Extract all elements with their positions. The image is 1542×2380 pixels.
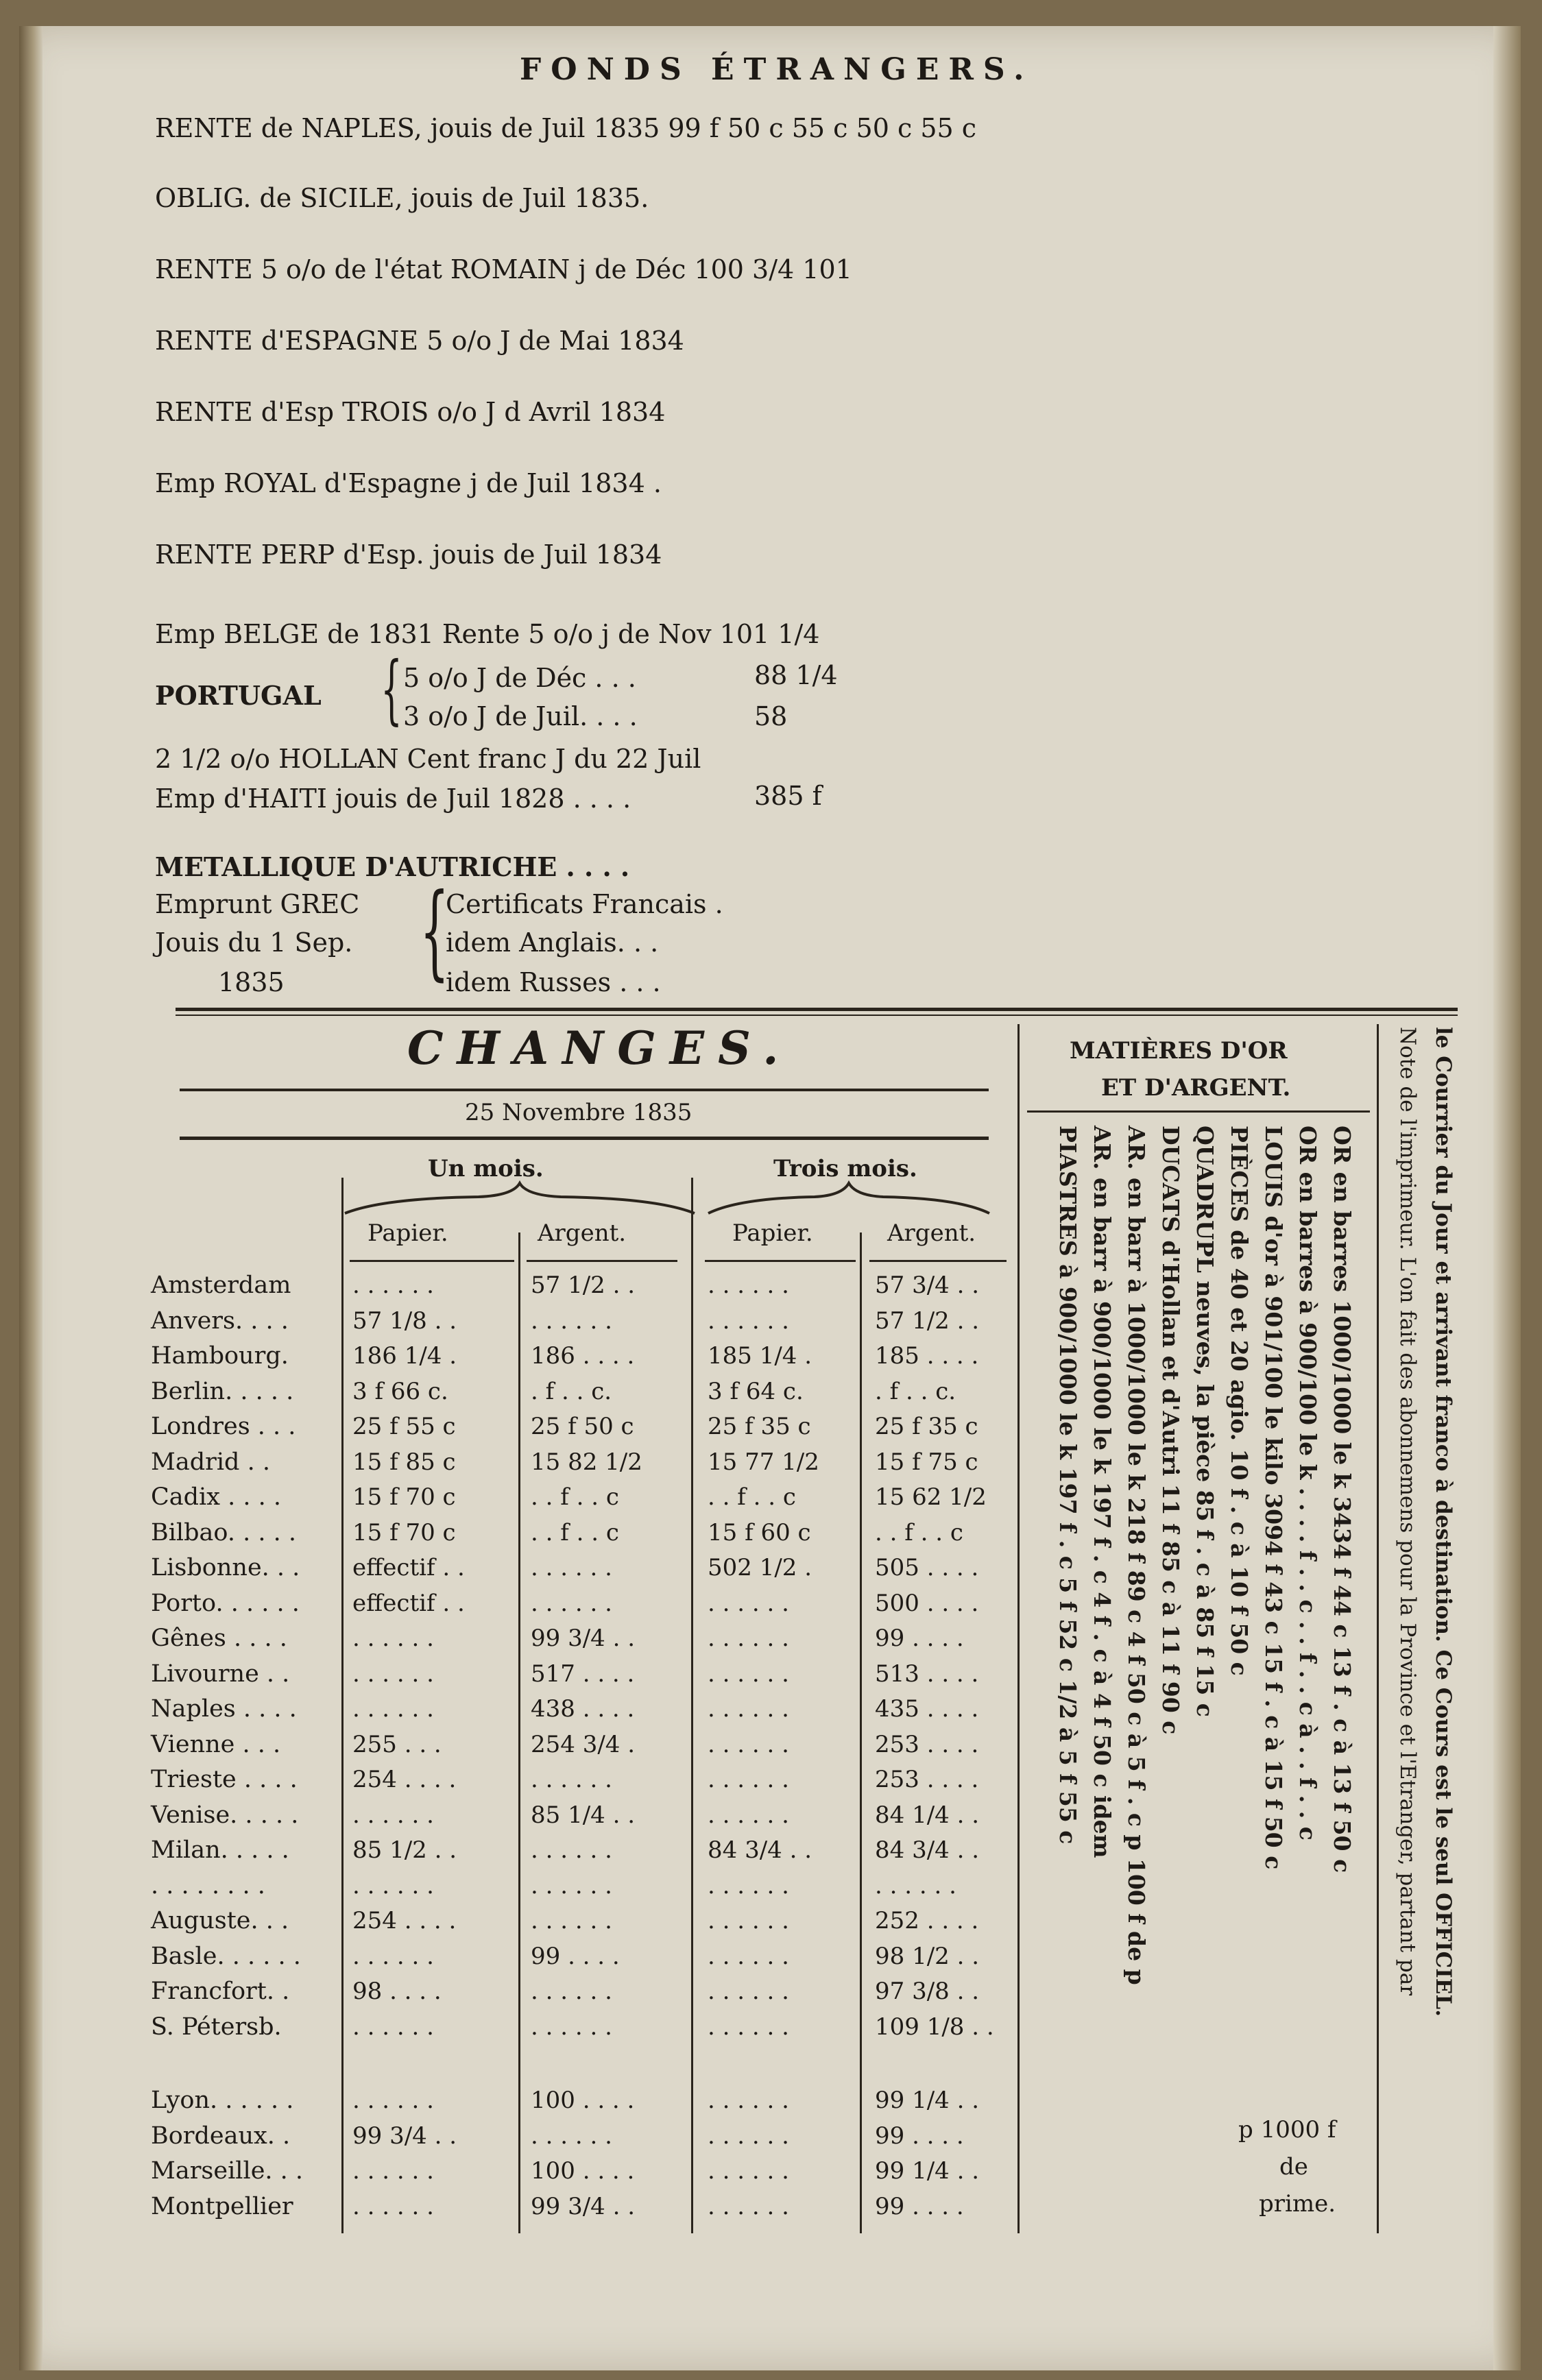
grec-right-3: idem Russes . . . [446,967,661,997]
changes-cell: . . . . . . [352,1625,434,1652]
changes-cell: effectif . . [352,1590,465,1617]
changes-cell: . . . . . . [352,2013,434,2041]
changes-cell: 25 f 50 c [531,1413,634,1440]
changes-cell: . . . . . . [708,1872,789,1899]
changes-cell: 57 3/4 . . [875,1272,980,1299]
changes-cell: 57 1/8 . . [352,1307,457,1335]
header-underline-2 [527,1260,677,1262]
changes-cell: 109 1/8 . . [875,2013,994,2041]
changes-cell: 84 3/4 . . [708,1836,812,1864]
changes-cell: 99 . . . . [531,1943,620,1970]
changes-city: Naples . . . . [151,1695,297,1723]
changes-cell: 84 3/4 . . [875,1836,980,1864]
changes-cell: 25 f 35 c [875,1413,978,1440]
changes-cell: . . . . . . [708,1766,789,1793]
header-argent-1: Argent. [538,1219,627,1247]
trois-mois-label: Trois mois. [773,1155,917,1182]
header-papier-2: Papier. [732,1219,813,1247]
changes-city: Montpellier [151,2193,293,2220]
changes-cell: . . . . . . [708,2193,789,2220]
portugal-line-1: 5 o/o J de Déc . . . [403,663,636,693]
changes-cell: . . . . . . [531,1872,612,1899]
changes-cell: . . f . . c [531,1483,619,1511]
changes-cell: . . . . . . [708,1590,789,1617]
changes-cell: 100 . . . . [531,2087,635,2114]
matieres-line-8: AR. en barr à 900/1000 le k 197 f . c 4 f . c à 4 f 50 c idem [1089,1126,1116,1858]
header-underline-1 [350,1260,514,1262]
section-rule-top [176,1008,1458,1011]
grec-left-2: Jouis du 1 Sep. [155,927,353,958]
changes-cell: 517 . . . . [531,1660,635,1688]
changes-cell: . . . . . . [708,2157,789,2185]
changes-city: Amsterdam [151,1272,291,1299]
prime-line-1: p 1000 f [1238,2116,1336,2144]
changes-cell: . . . . . . [352,1801,434,1829]
changes-cell: . . . . . . [708,1801,789,1829]
portugal-brace: { [381,645,402,733]
changes-cell: 3 f 66 c. [352,1378,448,1405]
matieres-right-divider [1377,1024,1379,2233]
changes-cell: 15 82 1/2 [531,1448,642,1476]
changes-date-rule [180,1137,989,1140]
changes-city: Londres . . . [151,1413,296,1440]
changes-cell: 185 1/4 . [708,1342,812,1370]
changes-city: Lisbonne. . . [151,1554,300,1581]
changes-city: Madrid . . [151,1448,270,1476]
matieres-line-3: LOUIS d'or à 901/100 le kilo 3094 f 43 c 15 f . c à 15 f 50 c [1260,1126,1287,1870]
section-rule-thin [176,1015,1458,1016]
changes-cell: . . . . . . [352,2193,434,2220]
changes-cell: 99 3/4 . . [352,2122,457,2150]
portugal-line-2: 3 o/o J de Juil. . . . [403,701,638,731]
grec-right-1: Certificats Francais . [446,889,723,919]
changes-cell: 502 1/2 . [708,1554,812,1581]
changes-city: Livourne . . [151,1660,290,1688]
changes-cell: . . . . . . [708,1625,789,1652]
trois-mois-brace [705,1178,993,1219]
changes-cell: 15 f 75 c [875,1448,978,1476]
portugal-value-1: 88 1/4 [754,660,838,690]
changes-cell: 99 3/4 . . [531,1625,636,1652]
fonds-line-belge: Emp BELGE de 1831 Rente 5 o/o j de Nov 101 1/4 [155,619,820,649]
grec-left-1: Emprunt GREC [155,889,360,919]
changes-city: . . . . . . . . [151,1872,265,1899]
changes-cell: 99 . . . . [875,1625,964,1652]
matieres-title-2: ET D'ARGENT. [1101,1074,1291,1102]
changes-cell: 500 . . . . [875,1590,979,1617]
changes-city: Trieste . . . . [151,1766,298,1793]
changes-cell: 186 . . . . [531,1342,635,1370]
changes-city: S. Pétersb. [151,2013,282,2041]
changes-cell: . . . . . . [352,1272,434,1299]
changes-cell: effectif . . [352,1554,465,1581]
changes-cell: 253 . . . . [875,1766,979,1793]
changes-cell: 254 . . . . [352,1907,457,1934]
changes-cell: . . . . . . [352,2157,434,2185]
changes-cell: . . . . . . [352,1695,434,1723]
page-edge [1493,26,1521,2370]
changes-cell: . . . . . . [531,2122,612,2150]
fonds-line-haiti: Emp d'HAITI jouis de Juil 1828 . . . . [155,784,631,814]
changes-cell: 99 1/4 . . [875,2157,980,2185]
changes-cell: 15 f 85 c [352,1448,456,1476]
changes-city: Bordeaux. . [151,2122,291,2150]
changes-cell: 85 1/2 . . [352,1836,457,1864]
page-binding [19,26,43,2370]
changes-cell: 438 . . . . [531,1695,635,1723]
fonds-line-hollan: 2 1/2 o/o HOLLAN Cent franc J du 22 Juil [155,744,701,774]
fonds-line-esp-trois: RENTE d'Esp TROIS o/o J d Avril 1834 [155,397,666,427]
document-page [19,26,1521,2370]
changes-cell: 254 . . . . [352,1766,457,1793]
changes-cell: . . . . . . [708,1943,789,1970]
changes-city: Milan. . . . . [151,1836,289,1864]
matieres-title-1: MATIÈRES D'OR [1070,1037,1288,1065]
changes-cell: . . . . . . [708,1978,789,2005]
changes-city: Berlin. . . . . [151,1378,294,1405]
fonds-heading: FONDS ÉTRANGERS. [520,52,1034,87]
matieres-line-9: PIASTRES à 900/1000 le k 197 f . c 5 f 52 c 1/2 à 5 f 55 c [1055,1126,1081,1845]
matieres-line-2: OR en barres à 900/100 le k . . . . f . . c . . f . . c à . . f . . c [1294,1126,1321,1841]
sidenote-line-1: Note de l'imprimeur. L'on fait des abonnemens pour la Province et l'Etranger, partant par [1395,1027,1420,1996]
changes-cell: . . . . . . [708,1660,789,1688]
fonds-line-perp: RENTE PERP d'Esp. jouis de Juil 1834 [155,539,662,570]
changes-cell: 15 62 1/2 [875,1483,987,1511]
changes-date: 25 Novembre 1835 [465,1099,692,1126]
changes-cell: . f . . c. [875,1378,956,1405]
changes-cell: 254 3/4 . [531,1731,636,1758]
col-divider-1 [341,1178,344,2233]
changes-city: Lyon. . . . . . [151,2087,294,2114]
fonds-line-metallique: METALLIQUE D'AUTRICHE . . . . [155,851,630,882]
matieres-line-7: AR. en barr à 1000/1000 le k 218 f 89 c 4 f 50 c à 5 f . c p 100 f de p [1123,1126,1150,1985]
changes-cell: 15 f 60 c [708,1519,811,1546]
changes-cell: 186 1/4 . [352,1342,457,1370]
col-divider-2 [518,1232,520,2233]
changes-cell: 100 . . . . [531,2157,635,2185]
changes-city: Marseille. . . [151,2157,304,2185]
changes-city: Auguste. . . [151,1907,289,1934]
portugal-label: PORTUGAL [155,680,322,711]
un-mois-label: Un mois. [428,1155,544,1182]
changes-cell: . . . . . . [531,1907,612,1934]
changes-cell: . . . . . . [708,1731,789,1758]
changes-cell: . . . . . . [708,1272,789,1299]
changes-cell: 84 1/4 . . [875,1801,980,1829]
changes-cell: . . f . . c [531,1519,619,1546]
matieres-line-6: DUCATS d'Hollan et d'Autri 11 f 85 c à 11 f 90 c [1157,1126,1184,1735]
matieres-line-4: PIÈCES de 40 et 20 agio. 10 f . c à 10 f 50 c [1226,1126,1253,1676]
changes-cell: 99 . . . . [875,2193,964,2220]
changes-cell: 85 1/4 . . [531,1801,636,1829]
changes-cell: 98 1/2 . . [875,1943,980,1970]
changes-cell: . f . . c. [531,1378,612,1405]
matieres-left-divider [1017,1024,1020,2233]
header-underline-3 [705,1260,856,1262]
changes-cell: . . . . . . [352,2087,434,2114]
changes-city: Gênes . . . . [151,1625,287,1652]
changes-cell: . . . . . . [708,2013,789,2041]
changes-city: Cadix . . . . [151,1483,281,1511]
fonds-line-naples: RENTE de NAPLES, jouis de Juil 1835 99 f 50 c 55 c 50 c 55 c [155,113,977,143]
changes-cell: 98 . . . . [352,1978,442,2005]
changes-cell: . . . . . . [708,2122,789,2150]
changes-cell: . . . . . . [352,1660,434,1688]
un-mois-brace [341,1178,698,1219]
changes-cell: . . f . . c [708,1483,796,1511]
prime-line-3: prime. [1259,2190,1336,2218]
changes-city: Francfort. . [151,1978,290,2005]
changes-cell: 57 1/2 . . [875,1307,980,1335]
changes-city: Vienne . . . [151,1731,281,1758]
changes-cell: . . f . . c [875,1519,963,1546]
changes-cell: 3 f 64 c. [708,1378,804,1405]
changes-cell: . . . . . . [531,1836,612,1864]
col-divider-4 [860,1232,862,2233]
changes-city: Basle. . . . . . [151,1943,301,1970]
changes-cell: . . . . . . [531,1554,612,1581]
header-argent-2: Argent. [887,1219,976,1247]
changes-cell: 252 . . . . [875,1907,979,1934]
changes-cell: 25 f 55 c [352,1413,456,1440]
changes-cell: 255 . . . [352,1731,442,1758]
changes-city: Anvers. . . . [151,1307,289,1335]
changes-city: Hambourg. [151,1342,289,1370]
changes-cell: 185 . . . . [875,1342,979,1370]
changes-cell: 57 1/2 . . [531,1272,636,1299]
portugal-value-2: 58 [754,701,788,731]
changes-cell: 99 . . . . [875,2122,964,2150]
grec-right-2: idem Anglais. . . [446,927,659,958]
changes-cell: 253 . . . . [875,1731,979,1758]
changes-cell: . . . . . . [708,1307,789,1335]
changes-cell: . . . . . . [708,2087,789,2114]
prime-line-2: de [1279,2153,1308,2181]
grec-brace: { [420,872,450,991]
changes-cell: . . . . . . [531,2013,612,2041]
changes-cell: . . . . . . [708,1907,789,1934]
changes-title-rule [180,1089,989,1091]
fonds-haiti-value: 385 f [754,781,822,811]
fonds-line-sicile: OBLIG. de SICILE, jouis de Juil 1835. [155,183,649,213]
changes-cell: . . . . . . [531,1590,612,1617]
fonds-line-romain: RENTE 5 o/o de l'état ROMAIN j de Déc 100 3/4 101 [155,254,852,284]
col-divider-3 [691,1178,693,2233]
header-underline-4 [869,1260,1007,1262]
grec-left-3: 1835 [218,967,285,997]
changes-cell: 99 3/4 . . [531,2193,636,2220]
changes-cell: . . . . . . [708,1695,789,1723]
changes-city: Venise. . . . . [151,1801,299,1829]
fonds-line-royal: Emp ROYAL d'Espagne j de Juil 1834 . [155,468,662,498]
matieres-title-rule [1027,1110,1370,1113]
changes-cell: . . . . . . [352,1872,434,1899]
changes-cell: 513 . . . . [875,1660,979,1688]
changes-cell: 99 1/4 . . [875,2087,980,2114]
matieres-line-1: OR en barres 1000/1000 le k 3434 f 44 c 13 f . c à 13 f 50 c [1329,1126,1356,1873]
changes-cell: 97 3/8 . . [875,1978,980,2005]
changes-cell: 435 . . . . [875,1695,979,1723]
changes-city: Porto. . . . . . [151,1590,300,1617]
changes-cell: 15 f 70 c [352,1483,456,1511]
changes-cell: 15 77 1/2 [708,1448,819,1476]
changes-cell: . . . . . . [531,1978,612,2005]
changes-cell: . . . . . . [352,1943,434,1970]
changes-cell: . . . . . . [531,1766,612,1793]
changes-cell: . . . . . . [875,1872,956,1899]
changes-title: CHANGES. [407,1021,793,1075]
changes-cell: 505 . . . . [875,1554,979,1581]
changes-city: Bilbao. . . . . [151,1519,296,1546]
sidenote-line-2: le Courrier du Jour et arrivant franco à destination. Ce Cours est le seul OFFICIEL. [1431,1027,1456,2017]
fonds-line-espagne: RENTE d'ESPAGNE 5 o/o J de Mai 1834 [155,326,684,356]
matieres-line-5: QUADRUPL neuves, la pièce 85 f . c à 85 f 15 c [1192,1126,1218,1717]
changes-cell: . . . . . . [531,1307,612,1335]
changes-cell: 15 f 70 c [352,1519,456,1546]
changes-cell: 25 f 35 c [708,1413,811,1440]
header-papier-1: Papier. [368,1219,448,1247]
